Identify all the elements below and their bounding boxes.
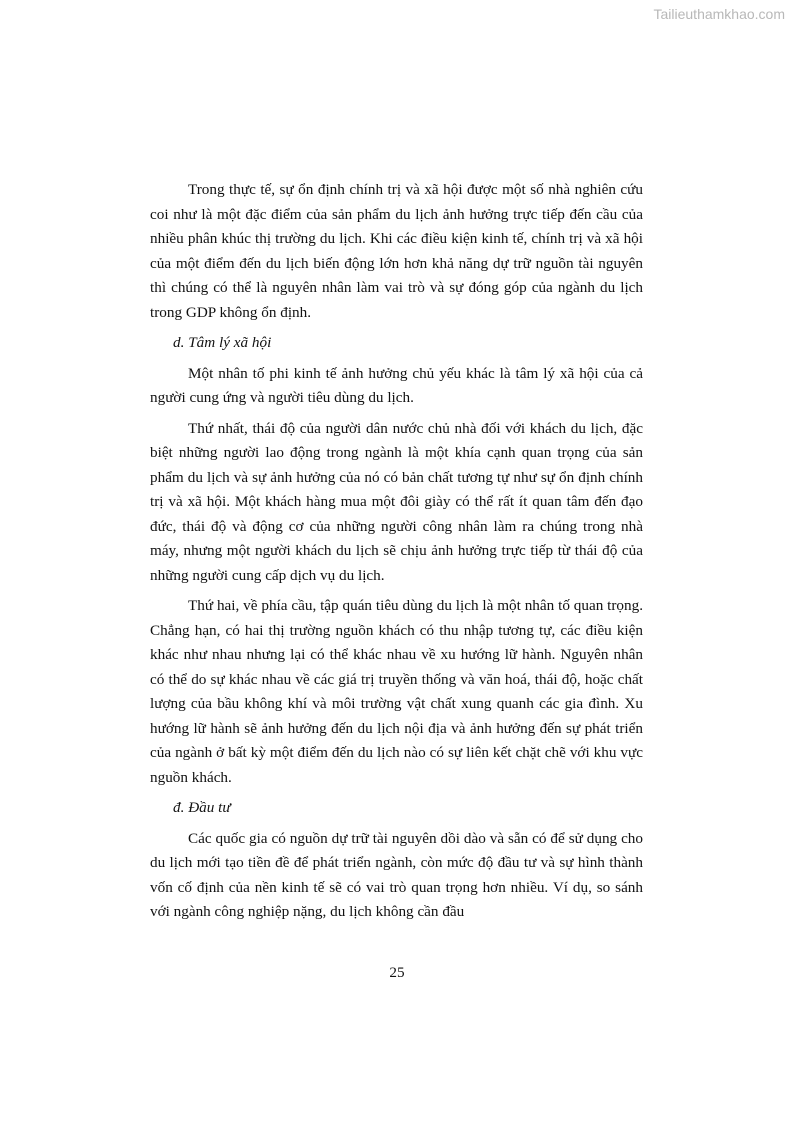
paragraph-social-psychology-intro: Một nhân tố phi kinh tế ảnh hưởng chủ yếu khác là tâm lý xã hội của cả người cung ứng và người tiêu dùng du lịch. — [150, 364, 643, 406]
paragraph-investment: Các quốc gia có nguồn dự trữ tài nguyên dồi dào và sẵn có để sử dụng cho du lịch mới tạo tiền đề để phát triển ngành, còn mức độ đầu tư và sự hình thành vốn cố định của nền kinh tế sẽ có vai trò quan trọng hơn nhiều. Ví dụ, so sánh với ngành công nghiệp nặng, du lịch không cần đầu — [150, 829, 643, 920]
watermark: Tailieuthamkhao.com — [653, 6, 785, 22]
section-heading-social-psychology: d. Tâm lý xã hội — [173, 334, 272, 351]
page-number: 25 — [389, 964, 405, 981]
paragraph-consumption-habits: Thứ hai, về phía cầu, tập quán tiêu dùng du lịch là một nhân tố quan trọng. Chẳng hạn, có hai thị trường nguồn khách có thu nhập tương tự, các điều kiện khác như nhau nhưng lại có thể khác nhau về xu hướng lữ hành. Nguyên nhân có thể do sự khác nhau về các giá trị truyền thống và văn hoá, thái độ, hoặc chất lượng của bầu không khí và môi trường vật chất xung quanh các gia đình. Xu hướng lữ hành sẽ ảnh hưởng đến du lịch nội địa và ảnh hưởng đến sự phát triển của ngành ở bất kỳ một điểm đến du lịch nào có sự liên kết chặt chẽ với khu vực nguồn khách. — [150, 597, 643, 786]
paragraph-political-stability: Trong thực tế, sự ổn định chính trị và xã hội được một số nhà nghiên cứu coi như là một đặc điểm của sản phẩm du lịch ảnh hưởng trực tiếp đến cầu của nhiều phân khúc thị trường du lịch. Khi các điều kiện kinh tế, chính trị và xã hội của một điểm đến du lịch biến động lớn hơn khả năng dự trữ nguồn tài nguyên thì chúng có thể là nguyên nhân làm vai trò và sự đóng góp của ngành du lịch trong GDP không ổn định. — [150, 181, 643, 321]
section-heading-investment: đ. Đầu tư — [173, 799, 231, 816]
paragraph-host-attitude: Thứ nhất, thái độ của người dân nước chủ nhà đối với khách du lịch, đặc biệt những người lao động trong ngành là một khía cạnh quan trọng của sản phẩm du lịch và sự ảnh hưởng của nó có bản chất tương tự như sự ổn định chính trị và xã hội. Một khách hàng mua một đôi giày có thể rất ít quan tâm đến đạo đức, thái độ và động cơ của những người công nhân làm ra chúng trong nhà máy, nhưng một người khách du lịch sẽ chịu ảnh hưởng trực tiếp từ thái độ của những người cung cấp dịch vụ du lịch. — [150, 419, 643, 584]
page-body — [150, 178, 643, 931]
